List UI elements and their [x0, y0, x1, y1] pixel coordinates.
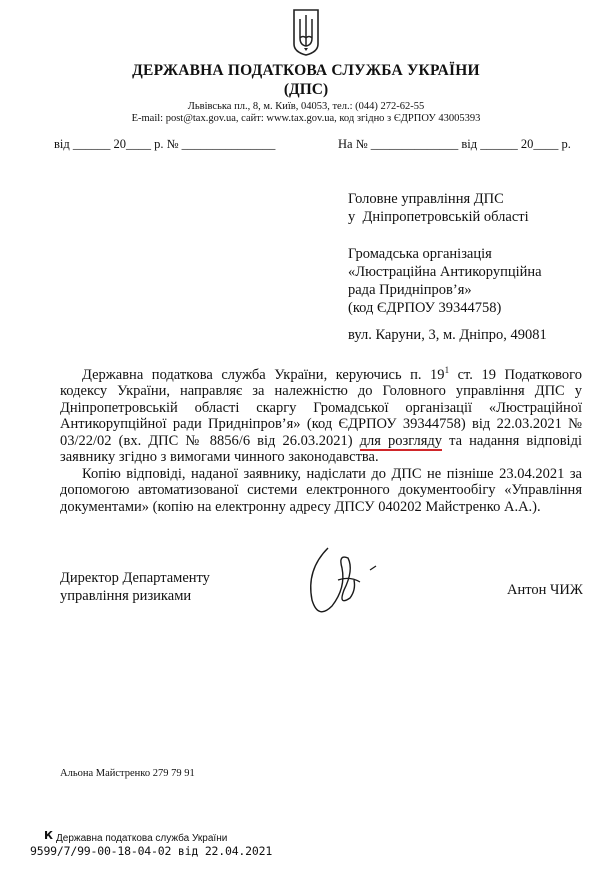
- executor-info: Альона Майстренко 279 79 91: [60, 768, 195, 779]
- highlighted-phrase: для розгляду: [359, 432, 443, 449]
- org-address: Львівська пл., 8, м. Київ, 04053, тел.: (044) 272-62-55: [187, 101, 425, 112]
- registration-org: Державна податкова служба України: [56, 833, 228, 844]
- superscript: 1: [444, 365, 450, 375]
- coat-of-arms-icon: [291, 8, 321, 56]
- recipient-line: (код ЄДРПОУ 39344758): [348, 300, 502, 316]
- registration-number: 9599/7/99-00-18-04-02 від 22.04.2021: [30, 844, 273, 858]
- body-text-segment: ст. 19 Податкового кодексу України, направляє за належністю до Головного управління ДПС у Дніпропетровській області скаргу Громадської організації «Люстраційної Антикорупційної ради Придніпров’я» (код ЄДРПОУ 39344758) від 22.03.2021 № 03/22/02 (вх. ДПС № 8856/6 від 26.03.2021): [60, 366, 583, 449]
- recipient-address: вул. Каруни, 3, м. Дніпро, 49081: [348, 327, 547, 343]
- letter-body: [60, 362, 582, 515]
- signatory-name: Антон ЧИЖ: [507, 582, 583, 598]
- body-paragraph: Копію відповіді, наданої заявнику, надіслати до ДПС не пізніше 23.04.2021 за допомогою автоматизованої системи електронного документообігу «Управління документами» (копію на електронну адресу ДПСУ 040202 Майстренко А.А.).: [60, 465, 582, 515]
- recipient-line: Громадська організація: [348, 246, 492, 262]
- handwritten-signature-icon: [298, 540, 388, 625]
- org-abbr: (ДПС): [283, 81, 329, 98]
- recipient-line: рада Придніпров’я»: [348, 282, 472, 298]
- recipient-line: Головне управління ДПС: [348, 191, 504, 207]
- org-name: ДЕРЖАВНА ПОДАТКОВА СЛУЖБА УКРАЇНИ: [132, 62, 480, 79]
- body-paragraph: [60, 362, 582, 466]
- registration-mark: К: [44, 829, 53, 842]
- recipient-line: «Люстраційна Антикорупційна: [348, 264, 542, 280]
- body-text-segment: Державна податкова служба України, керуючись п. 19: [82, 366, 445, 383]
- recipient-line: у Дніпропетровській області: [348, 209, 529, 225]
- signatory-title-line: управління ризиками: [60, 588, 192, 604]
- outgoing-reference: від ______ 20____ р. № _______________: [54, 137, 276, 151]
- signatory-title-line: Директор Департаменту: [60, 570, 210, 586]
- body-text-segment: та надання відповіді заявнику згідно з вимогами чинного законодавства.: [60, 432, 582, 466]
- signatory-title: [60, 569, 210, 605]
- incoming-reference: На № ______________ від ______ 20____ р.: [338, 137, 571, 151]
- org-contacts: E-mail: post@tax.gov.ua, сайт: www.tax.gov.ua, код згідно з ЄДРПОУ 43005393: [131, 113, 481, 124]
